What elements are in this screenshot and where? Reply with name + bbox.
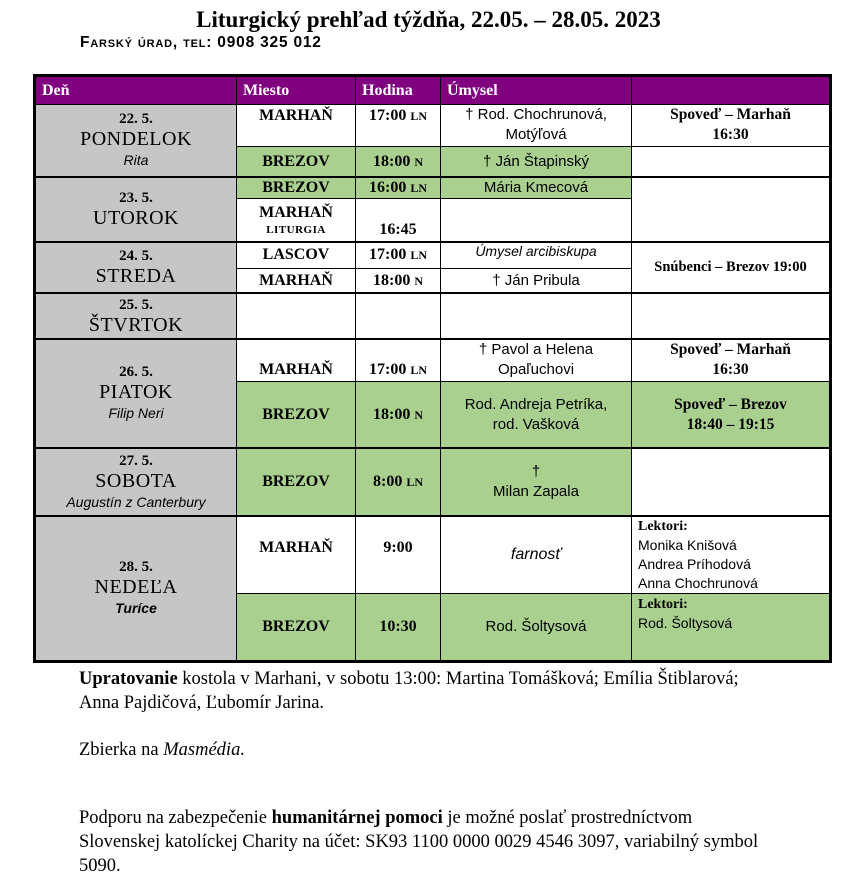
time-cell — [356, 147, 440, 176]
time-value: 18:00 — [373, 152, 411, 170]
note-cell — [632, 382, 829, 447]
grid-line — [440, 77, 441, 660]
day-name: SOBOTA — [95, 469, 177, 492]
page-subtitle: Farský úrad, tel: 0908 325 012 — [80, 34, 322, 51]
row-divider — [237, 198, 631, 199]
intention-line: † — [531, 462, 541, 480]
time-label — [373, 152, 423, 172]
time-suffix: N — [414, 154, 423, 169]
time-label — [373, 271, 423, 291]
day-saint: Augustín z Canterbury — [66, 493, 206, 510]
intention-line: Mária Kmecová — [483, 178, 589, 196]
lector-name: Monika Knišová — [638, 537, 737, 553]
time-value: 18:00 — [373, 405, 411, 423]
note-cell-empty — [632, 177, 829, 241]
place-cell — [237, 177, 355, 198]
lectors-cell — [632, 594, 829, 660]
day-cell-tuesday — [36, 177, 236, 241]
day-name: PIATOK — [99, 381, 173, 403]
lector-name: Anna Chochrunová — [638, 575, 758, 591]
time-label — [373, 405, 423, 425]
time-cell — [356, 242, 440, 268]
time-value: 10:30 — [379, 618, 417, 635]
time-label — [369, 178, 427, 198]
intention-cell — [441, 147, 631, 176]
intention-cell — [441, 594, 631, 660]
day-divider — [36, 292, 829, 294]
day-saint: Turíce — [115, 600, 157, 616]
time-value: 18:00 — [373, 271, 411, 289]
lectors-title: Lektori: — [638, 519, 688, 534]
day-divider — [36, 241, 829, 243]
time-value: 17:00 — [369, 246, 407, 263]
time-suffix: LN — [410, 248, 427, 262]
time-value: 9:00 — [383, 539, 413, 556]
header-time: Hodina — [356, 77, 440, 104]
support-note — [79, 806, 769, 878]
intention-line: Opaľuchovi — [497, 361, 575, 378]
time-cell — [356, 177, 440, 198]
cleaning-note — [79, 667, 779, 715]
intention-cell — [441, 177, 631, 198]
time-cell — [356, 594, 440, 660]
time-cell — [356, 199, 440, 241]
day-divider — [36, 176, 829, 178]
row-divider — [237, 268, 631, 269]
time-cell — [356, 516, 440, 593]
time-value: 8:00 — [373, 472, 403, 490]
time-value: 16:00 — [369, 178, 407, 196]
day-cell-wednesday — [36, 242, 236, 292]
time-suffix: LN — [410, 180, 427, 195]
note-line: 16:30 — [712, 361, 749, 378]
intention-line: † Pavol a Helena — [478, 341, 594, 358]
day-divider — [36, 338, 829, 340]
note-line: Spoveď – Marhaň — [670, 106, 791, 123]
day-date: 24. 5. — [119, 248, 153, 264]
time-label — [369, 360, 427, 380]
place-cell — [237, 104, 355, 146]
time-value: 17:00 — [369, 107, 407, 124]
day-date: 25. 5. — [119, 296, 153, 313]
intention-cell-empty — [441, 293, 631, 338]
grid-line — [355, 77, 356, 660]
day-date: 27. 5. — [119, 452, 153, 469]
day-cell-sunday — [36, 516, 236, 660]
time-value: 16:45 — [379, 221, 417, 238]
grid-line — [236, 77, 237, 660]
intention-cell — [441, 448, 631, 515]
place-label: MARHAŇ — [259, 204, 333, 221]
note-line: Spoveď – Marhaň — [670, 341, 791, 358]
intention-line: Rod. Andreja Petríka, — [464, 395, 608, 413]
time-label — [369, 245, 427, 265]
row-divider — [237, 146, 829, 147]
intention-cell — [441, 199, 631, 241]
place-cell — [237, 242, 355, 268]
place-cell — [237, 339, 355, 381]
day-cell-friday — [36, 339, 236, 447]
support-bold: humanitárnej pomoci — [271, 808, 443, 828]
header-day: Deň — [36, 77, 236, 104]
place-label: BREZOV — [262, 152, 330, 170]
day-name: UTOROK — [93, 207, 179, 229]
lectors-title: Lektori: — [638, 597, 688, 612]
grid-line — [631, 77, 632, 660]
day-cell-monday — [36, 104, 236, 176]
time-cell — [356, 339, 440, 381]
time-suffix: N — [414, 407, 423, 422]
place-label: BREZOV — [262, 472, 330, 490]
time-suffix: LN — [410, 363, 427, 377]
place-cell — [237, 594, 355, 660]
note-cell — [632, 104, 829, 146]
time-cell — [356, 382, 440, 447]
lectors-cell — [632, 516, 829, 593]
day-name: STREDA — [95, 265, 177, 287]
collection-note — [79, 738, 779, 762]
row-divider — [237, 593, 829, 594]
place-note: LITURGIA — [266, 224, 326, 236]
day-date: 23. 5. — [119, 190, 153, 206]
lector-name: Rod. Šoltysová — [638, 615, 733, 631]
intention-line: Rod. Šoltysová — [485, 618, 587, 635]
note-cell-empty — [632, 448, 829, 515]
note-line: 16:30 — [712, 126, 749, 143]
intention-line: † Ján Pribula — [492, 271, 580, 289]
intention-cell — [441, 339, 631, 381]
page-title: Liturgický prehľad týždňa, 22.05. – 28.05. 2023 — [196, 7, 661, 32]
time-suffix: LN — [406, 474, 423, 489]
note-line: 18:40 – 19:15 — [686, 415, 775, 433]
time-suffix: LN — [410, 109, 427, 123]
collection-text: Zbierka na — [79, 740, 164, 760]
intention-line: Úmysel arcibiskupa — [475, 243, 597, 259]
header-divider — [36, 104, 829, 105]
time-value: 17:00 — [369, 361, 407, 378]
support-text: Podporu na zabezpečenie — [79, 808, 272, 828]
row-divider — [237, 381, 829, 382]
day-date: 28. 5. — [119, 559, 153, 575]
day-saint: Rita — [123, 152, 149, 168]
cleaning-label: Upratovanie — [79, 669, 178, 689]
note-cell-empty — [632, 147, 829, 176]
cleaning-text: kostola v Marhani, v sobotu 13:00: Martina Tomášková; Emília Štiblarová; Anna Pajdičová, Ľubomír Jarina. — [79, 669, 739, 713]
intention-cell — [441, 242, 631, 268]
place-label: BREZOV — [262, 405, 330, 423]
place-label: BREZOV — [262, 178, 330, 196]
note-line: Spoveď – Brezov — [674, 395, 787, 413]
intention-cell — [441, 104, 631, 146]
place-cell — [237, 516, 355, 593]
support-text-end: je možné poslať prostredníctvom Slovenskej katolíckej Charity na účet: SK93 1100 0000 0029 4546 3097, variabilný symbol 5090. — [79, 808, 759, 876]
place-cell — [237, 448, 355, 515]
time-label — [373, 472, 423, 492]
place-cell — [237, 269, 355, 292]
place-label: MARHAŇ — [259, 539, 333, 556]
place-cell — [237, 147, 355, 176]
intention-line: rod. Vašková — [492, 415, 580, 433]
place-label: LASCOV — [262, 246, 330, 263]
header-intention: Úmysel — [441, 77, 631, 104]
place-label: MARHAŇ — [259, 271, 333, 289]
day-name: ŠTVRTOK — [88, 313, 184, 336]
intention-line: † Ján Štapinský — [483, 152, 589, 170]
intention-cell — [441, 269, 631, 292]
day-name: PONDELOK — [80, 128, 192, 150]
place-cell-empty — [237, 293, 355, 338]
time-cell — [356, 269, 440, 292]
intention-line: Milan Zapala — [493, 482, 579, 500]
day-saint: Filip Neri — [108, 405, 164, 421]
header-place: Miesto — [237, 77, 355, 104]
note-cell — [632, 339, 829, 381]
time-cell-empty — [356, 293, 440, 338]
lector-name: Andrea Príhodová — [638, 556, 751, 572]
place-cell — [237, 199, 355, 241]
intention-cell — [441, 516, 631, 593]
intention-cell — [441, 382, 631, 447]
day-cell-saturday — [36, 448, 236, 515]
time-label — [369, 106, 427, 126]
place-label: MARHAŇ — [259, 107, 333, 124]
day-cell-thursday — [36, 293, 236, 338]
collection-target: Masmédia. — [163, 740, 245, 760]
header-notes — [632, 77, 829, 104]
note-cell-empty — [632, 293, 829, 338]
day-divider — [36, 515, 829, 517]
day-date: 26. 5. — [119, 364, 153, 380]
day-divider — [36, 447, 829, 449]
note-line: Snúbenci – Brezov 19:00 — [654, 259, 807, 275]
day-date: 22. 5. — [119, 111, 153, 127]
time-suffix: N — [414, 273, 423, 288]
time-cell — [356, 104, 440, 146]
place-label: MARHAŇ — [259, 361, 333, 378]
place-cell — [237, 382, 355, 447]
intention-line: † Rod. Chochrunová, — [465, 106, 607, 123]
time-cell — [356, 448, 440, 515]
day-name: NEDEĽA — [94, 576, 178, 598]
intention-line: farnosť — [510, 545, 562, 563]
place-label: BREZOV — [262, 618, 330, 635]
note-cell — [632, 242, 829, 292]
intention-line: Motýľová — [505, 126, 567, 143]
